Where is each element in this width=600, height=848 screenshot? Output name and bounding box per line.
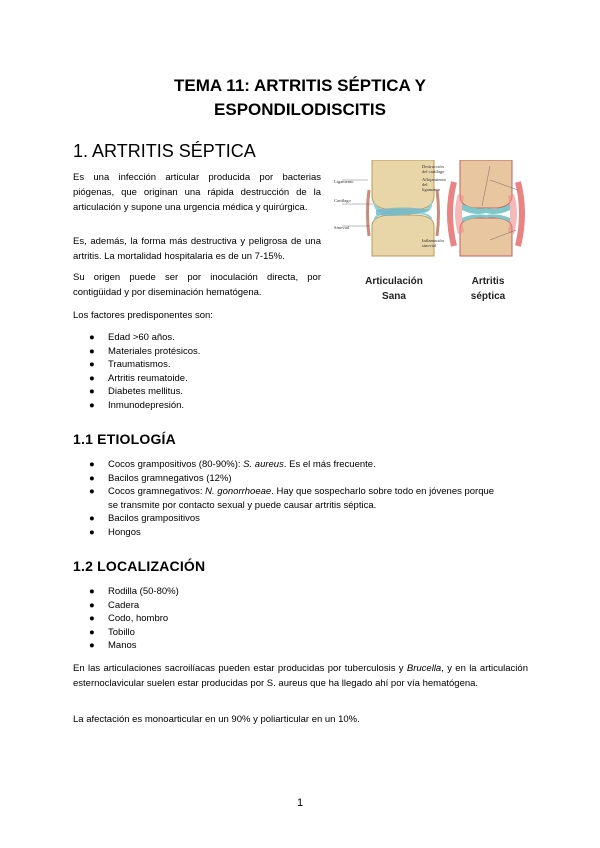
list-item: ● Materiales protésicos. <box>89 345 201 357</box>
intro-paragraph-3: Su origen puede ser por inoculación directa, por contigüidad y por diseminación hematógena. <box>73 272 321 298</box>
caption-healthy-line-1: Articulación <box>365 276 423 287</box>
bullet-icon: ● <box>89 386 95 398</box>
section-heading-localizacion: 1.2 LOCALIZACIÓN <box>73 558 206 574</box>
intro-paragraph-2: Es, además, la forma más destructiva y peligrosa de una artritis. La mortalidad hospitalaria es de un 7-15%. <box>73 236 321 262</box>
title-line-2: ESPONDILODISCITIS <box>214 100 386 119</box>
bullet-icon: ● <box>89 372 95 384</box>
title-line-1: TEMA 11: ARTRITIS SÉPTICA Y <box>174 76 426 95</box>
list-item: ● Diabetes mellitus. <box>89 386 183 398</box>
label-aflojamiento-1: Aflojamiento <box>422 177 446 182</box>
label-ligamento: Ligamento <box>334 179 354 184</box>
section-heading-etiologia: 1.1 ETIOLOGÍA <box>73 431 176 447</box>
list-item: ● Traumatismos. <box>89 359 171 371</box>
list-item: ● Cocos gramnegativos: N. gonorrhoeae. Hay que sospecharlo sobre todo en jóvenes porque se transmite por contacto sexual y puede causar artritis séptica. <box>89 486 495 511</box>
etiology-list <box>73 458 533 540</box>
factors-list <box>73 331 333 413</box>
joint-comparison-figure <box>332 160 528 308</box>
list-item: ● Codo, hombro <box>89 613 169 625</box>
list-item: ● Bacilos grampositivos <box>89 513 200 525</box>
caption-healthy-line-2: Sana <box>382 291 406 302</box>
label-cartilago: Cartílago <box>334 198 351 203</box>
list-item: ● Tobillo <box>89 626 135 638</box>
label-sinovial: Sinovial <box>334 225 350 230</box>
bullet-icon: ● <box>89 613 95 625</box>
intro-paragraph-1: Es una infección articular producida por bacterias piógenas, que originan una rápida destrucción de la articulación y supone una urgencia médica y quirúrgica. <box>73 172 321 213</box>
bullet-icon: ● <box>89 332 95 343</box>
factors-intro: Los factores predisponentes son: <box>73 310 213 321</box>
bullet-icon: ● <box>89 626 95 638</box>
list-item: ● Inmunodepresión. <box>89 399 185 411</box>
list-item: ● Cocos grampositivos (80-90%): S. aureus. Es el más frecuente. <box>89 459 376 470</box>
label-aflojamiento-3: ligamento <box>422 187 440 192</box>
bullet-icon: ● <box>89 345 95 357</box>
bullet-icon: ● <box>89 599 95 611</box>
location-paragraph-1: En las articulaciones sacroilíacas pueden estar producidas por tuberculosis y Brucella, y en la articulación esternoclavicular suelen estar producidas por S. aureus que ha llegado ahí por vía hematógena. <box>73 663 528 689</box>
location-paragraph-2: La afectación es monoarticular en un 90% y poliarticular en un 10%. <box>73 714 360 725</box>
location-list <box>73 585 333 653</box>
bullet-icon: ● <box>89 459 95 470</box>
section-heading-artritis-septica: 1. ARTRITIS SÉPTICA <box>73 141 256 161</box>
caption-septic-line-1: Artritis <box>471 276 505 287</box>
list-item: ● Cadera <box>89 599 140 611</box>
bullet-icon: ● <box>89 472 95 484</box>
caption-septic-line-2: séptica <box>470 291 506 302</box>
list-item: ● Bacilos gramnegativos (12%) <box>89 472 232 484</box>
list-item: ● Rodilla (50-80%) <box>89 586 179 597</box>
document-title <box>60 74 540 122</box>
bullet-icon: ● <box>89 526 95 538</box>
bullet-icon: ● <box>89 359 95 371</box>
label-destruccion-1: Destrucción <box>422 164 444 169</box>
page-number: 1 <box>296 797 304 809</box>
label-destruccion-2: del cartílago <box>422 169 445 174</box>
list-item: ● Edad >60 años. <box>89 332 175 343</box>
label-aflojamiento-2: del <box>422 182 428 187</box>
list-item: ● Artritis reumatoide. <box>89 372 188 384</box>
list-item: ● Hongos <box>89 526 141 538</box>
bullet-icon: ● <box>89 640 95 652</box>
bullet-icon: ● <box>89 586 95 597</box>
label-inflamacion-1: Inflamación <box>422 238 444 243</box>
bullet-icon: ● <box>89 513 95 525</box>
label-inflamacion-2: sinovial <box>422 243 437 248</box>
bullet-icon: ● <box>89 399 95 411</box>
list-item: ● Manos <box>89 640 137 652</box>
bullet-icon: ● <box>89 486 95 498</box>
